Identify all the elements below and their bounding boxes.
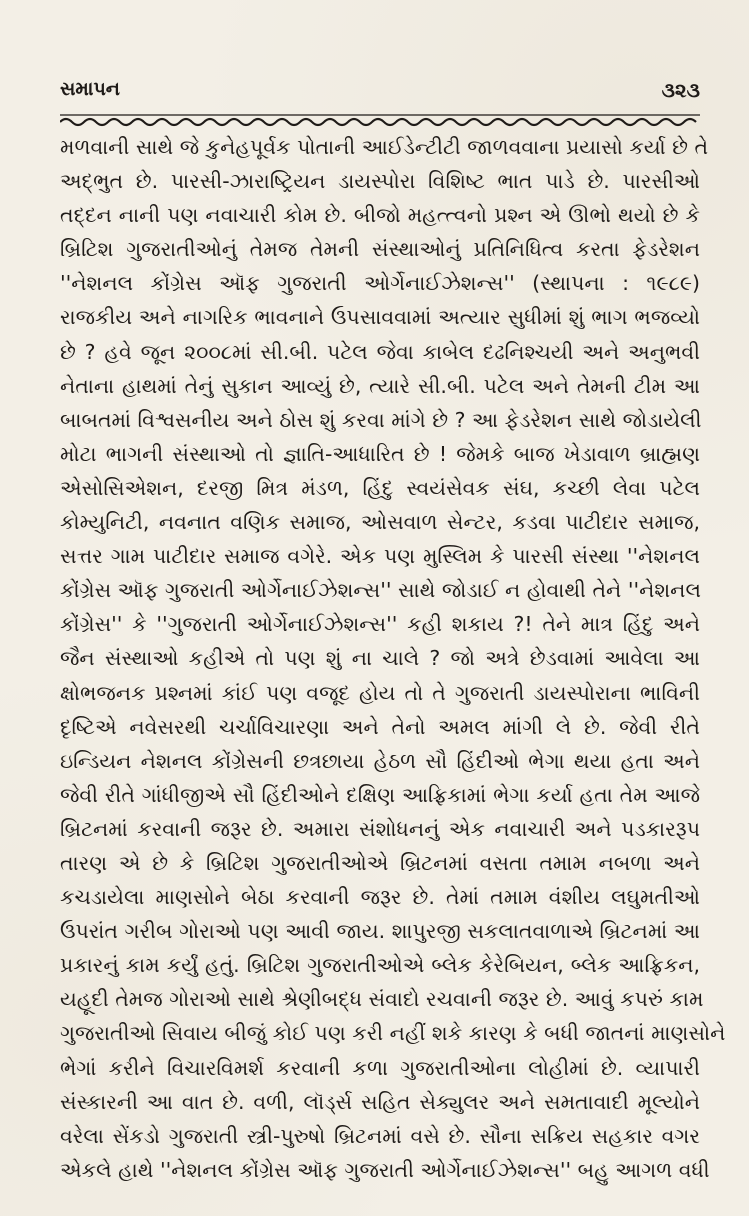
- body-text-line: કચડાયેલા માણસોને બેઠા કરવાની જરૂર છે. તેમાં તમામ વંશીય લઘુમતીઓ: [60, 885, 700, 910]
- body-text-line: ક્ષોભજનક પ્રશ્નમાં કાંઈ પણ વજૂદ હોય તો તે ગુજરાતી ડાયસ્પોરાના ભાવિની: [60, 680, 700, 705]
- body-text-line: એકલે હાથે ''નેશનલ કોંગ્રેસ ઑફ ગુજરાતી ઓર્ગેનાઈઝેશન્સ'' બહુ આગળ વધી: [60, 1157, 710, 1182]
- body-text-line: છે ? હવે જૂન ૨૦૦૮માં સી.બી. પટેલ જેવા કાબેલ દઢનિશ્ચયી અને અનુભવી: [60, 339, 700, 364]
- body-text-line: સત્તર ગામ પાટીદાર સમાજ વગેરે. એક પણ મુસ્લિમ કે પારસી સંસ્થા ''નેશનલ: [60, 544, 700, 569]
- body-text-line: નેતાના હાથમાં તેનું સુકાન આવ્યું છે, ત્યારે સી.બી. પટેલ અને તેમની ટીમ આ: [60, 373, 700, 398]
- body-text-line: તદ્દન નાની પણ નવાચારી કોમ છે. બીજો મહત્ત્વનો પ્રશ્ન એ ઊભો થયો છે કે: [60, 203, 700, 228]
- body-text-line: ગુજરાતીઓ સિવાય બીજું કોઈ પણ કરી નહીં શકે કારણ કે બધી જાતનાં માણસોને: [60, 1021, 726, 1046]
- body-text-line: મોટા ભાગની સંસ્થાઓ તો જ્ઞાતિ-આધારિત છે ! જેમકે બાજ ખેડાવાળ બ્રાહ્મણ: [60, 441, 700, 466]
- page-number: ૩૨૩: [661, 78, 700, 102]
- body-text-line: દૃષ્ટિએ નવેસરથી ચર્ચાવિચારણા અને તેનો અમલ માંગી લે છે. જેવી રીતે: [60, 714, 700, 739]
- body-text-line: બાબતમાં વિશ્વસનીય અને ઠોસ શું કરવા માંગે છે ? આ ફેડરેશન સાથે જોડાયેલી: [60, 407, 702, 432]
- body-text-line: જેવી રીતે ગાંધીજીએ સૌ હિંદીઓને દક્ષિણ આફ્રિકામાં ભેગા કર્યા હતા તેમ આજે: [60, 782, 700, 807]
- body-text-line: અદ્ભુત છે. પારસી-ઝારાષ્ટ્રિયન ડાયસ્પોરા વિશિષ્ટ ભાત પાડે છે. પારસીઓ: [60, 169, 700, 194]
- body-text-line: યહૂદી તેમજ ગોરાઓ સાથે શ્રેણીબદ્ધ સંવાદો રચવાની જરૂર છે. આવું કપરું કામ: [60, 987, 704, 1012]
- body-text: [60, 130, 726, 1187]
- body-text-line: ''નેશનલ કોંગ્રેસ ઑફ ગુજરાતી ઓર્ગેનાઈઝેશન્સ'' (સ્થાપના : ૧૯૮૯): [60, 271, 700, 296]
- page-header: [60, 78, 700, 112]
- body-text-line: પ્રકારનું કામ કર્યું હતું. બ્રિટિશ ગુજરાતીઓએ બ્લેક કેરેબિયન, બ્લેક આફ્રિકન,: [60, 953, 700, 978]
- body-text-line: વરેલા સેંકડો ગુજરાતી સ્ત્રી-પુરુષો બ્રિટનમાં વસે છે. સૌના સક્રિય સહકાર વગર: [60, 1123, 700, 1148]
- header-divider: [60, 113, 700, 127]
- body-text-line: કોંગ્રેસ'' કે ''ગુજરાતી ઓર્ગેનાઈઝેશન્સ'' કહી શકાય ?! તેને માત્ર હિંદુ અને: [60, 612, 700, 637]
- body-text-line: તારણ એ છે કે બ્રિટિશ ગુજરાતીઓએ બ્રિટનમાં વસતા તમામ નબળા અને: [60, 850, 700, 875]
- body-text-line: કોંગ્રેસ ઑફ ગુજરાતી ઓર્ગેનાઈઝેશન્સ'' સાથે જોડાઈ ન હોવાથી તેને ''નેશનલ: [60, 578, 701, 603]
- body-text-line: મળવાની સાથે જે કુનેહપૂર્વક પોતાની આઈડેન્ટીટી જાળવવાના પ્રયાસો કર્યા છે તે: [60, 135, 709, 159]
- body-text-line: બ્રિટિશ ગુજરાતીઓનું તેમજ તેમની સંસ્થાઓનું પ્રતિનિધિત્વ કરતા ફેડરેશન: [60, 237, 700, 262]
- body-text-line: ઇન્ડિયન નેશનલ કોંગ્રેસની છત્રછાયા હેઠળ સૌ હિંદીઓ ભેગા થયા હતા અને: [60, 748, 700, 773]
- body-text-line: સંસ્કારની આ વાત છે. વળી, લૉર્ડ્સ સહિત સેક્યુલર અને સમતાવાદી મૂલ્યોને: [60, 1089, 700, 1114]
- body-text-line: એસોસિએશન, દરજી મિત્ર મંડળ, હિંદુ સ્વયંસેવક સંઘ, કચ્છી લેવા પટેલ: [60, 475, 700, 500]
- body-text-line: ભેગાં કરીને વિચારવિમર્શ કરવાની કળા ગુજરાતીઓના લોહીમાં છે. વ્યાપારી: [60, 1055, 700, 1080]
- chapter-title: સમાપન: [60, 78, 120, 100]
- body-text-line: જૈન સંસ્થાઓ કહીએ તો પણ શું ના ચાલે ? જો અત્રે છેડવામાં આવેલા આ: [60, 646, 700, 671]
- body-text-line: ઉપરાંત ગરીબ ગોરાઓ પણ આવી જાય. શાપુરજી સકલાતવાળાએ બ્રિટનમાં આ: [60, 919, 700, 944]
- body-text-line: રાજકીય અને નાગરિક ભાવનાને ઉપસાવવામાં અત્યાર સુધીમાં શું ભાગ ભજવ્યો: [60, 305, 700, 330]
- body-text-line: બ્રિટનમાં કરવાની જરૂર છે. અમારા સંશોધનનું એક નવાચારી અને પડકારરૂપ: [60, 816, 700, 841]
- body-text-line: કોમ્યુનિટી, નવનાત વણિક સમાજ, ઓસવાળ સેન્ટર, કડવા પાટીદાર સમાજ,: [60, 510, 700, 535]
